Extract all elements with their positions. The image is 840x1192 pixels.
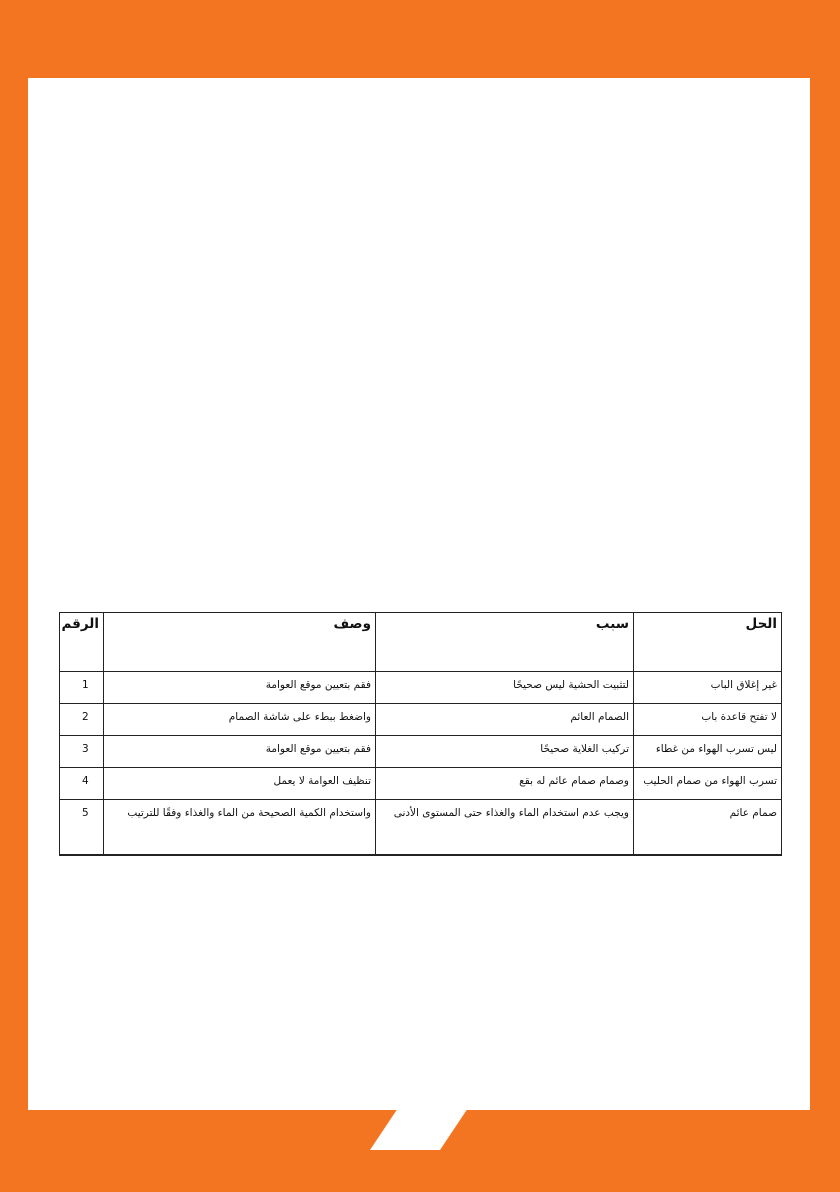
cell-cause: وصمام صمام عائم له بقع [376,768,634,800]
table-row [60,768,782,800]
cell-solution: صمام عائم [634,800,782,856]
cell-number: 3 [60,736,104,768]
cell-number: 5 [60,800,104,856]
cell-number: 2 [60,704,104,736]
cell-description: واستخدام الكمية الصحيحة من الماء والغذاء وفقًا للترتيب [104,800,376,856]
cell-solution: غير إغلاق الباب [634,672,782,704]
table-row [60,736,782,768]
header-cause: سبب [376,613,634,672]
table-row [60,704,782,736]
cell-number: 1 [60,672,104,704]
cell-description: فقم بتعيين موقع العوامة [104,672,376,704]
cell-solution: لا تفتح قاعدة باب [634,704,782,736]
table-row [60,800,782,856]
document-page [28,78,810,1110]
cell-number: 4 [60,768,104,800]
cell-solution: تسرب الهواء من صمام الحليب [634,768,782,800]
header-description: وصف [104,613,376,672]
cell-solution: ليس تسرب الهواء من غطاء [634,736,782,768]
troubleshooting-table [59,612,782,856]
cell-cause: لتثبيت الحشية ليس صحيحًا [376,672,634,704]
cell-cause: تركيب الغلاية صحيحًا [376,736,634,768]
table-header-row [60,613,782,672]
cell-description: واضغط ببطء على شاشة الصمام [104,704,376,736]
table-row [60,672,782,704]
cell-description: فقم بتعيين موقع العوامة [104,736,376,768]
cell-description: تنظيف العوامة لا يعمل [104,768,376,800]
header-number: الرقم [60,613,104,672]
header-solution: الحل [634,613,782,672]
cell-cause: ويجب عدم استخدام الماء والغذاء حتى المستوى الأدنى [376,800,634,856]
cell-cause: الصمام العائم [376,704,634,736]
